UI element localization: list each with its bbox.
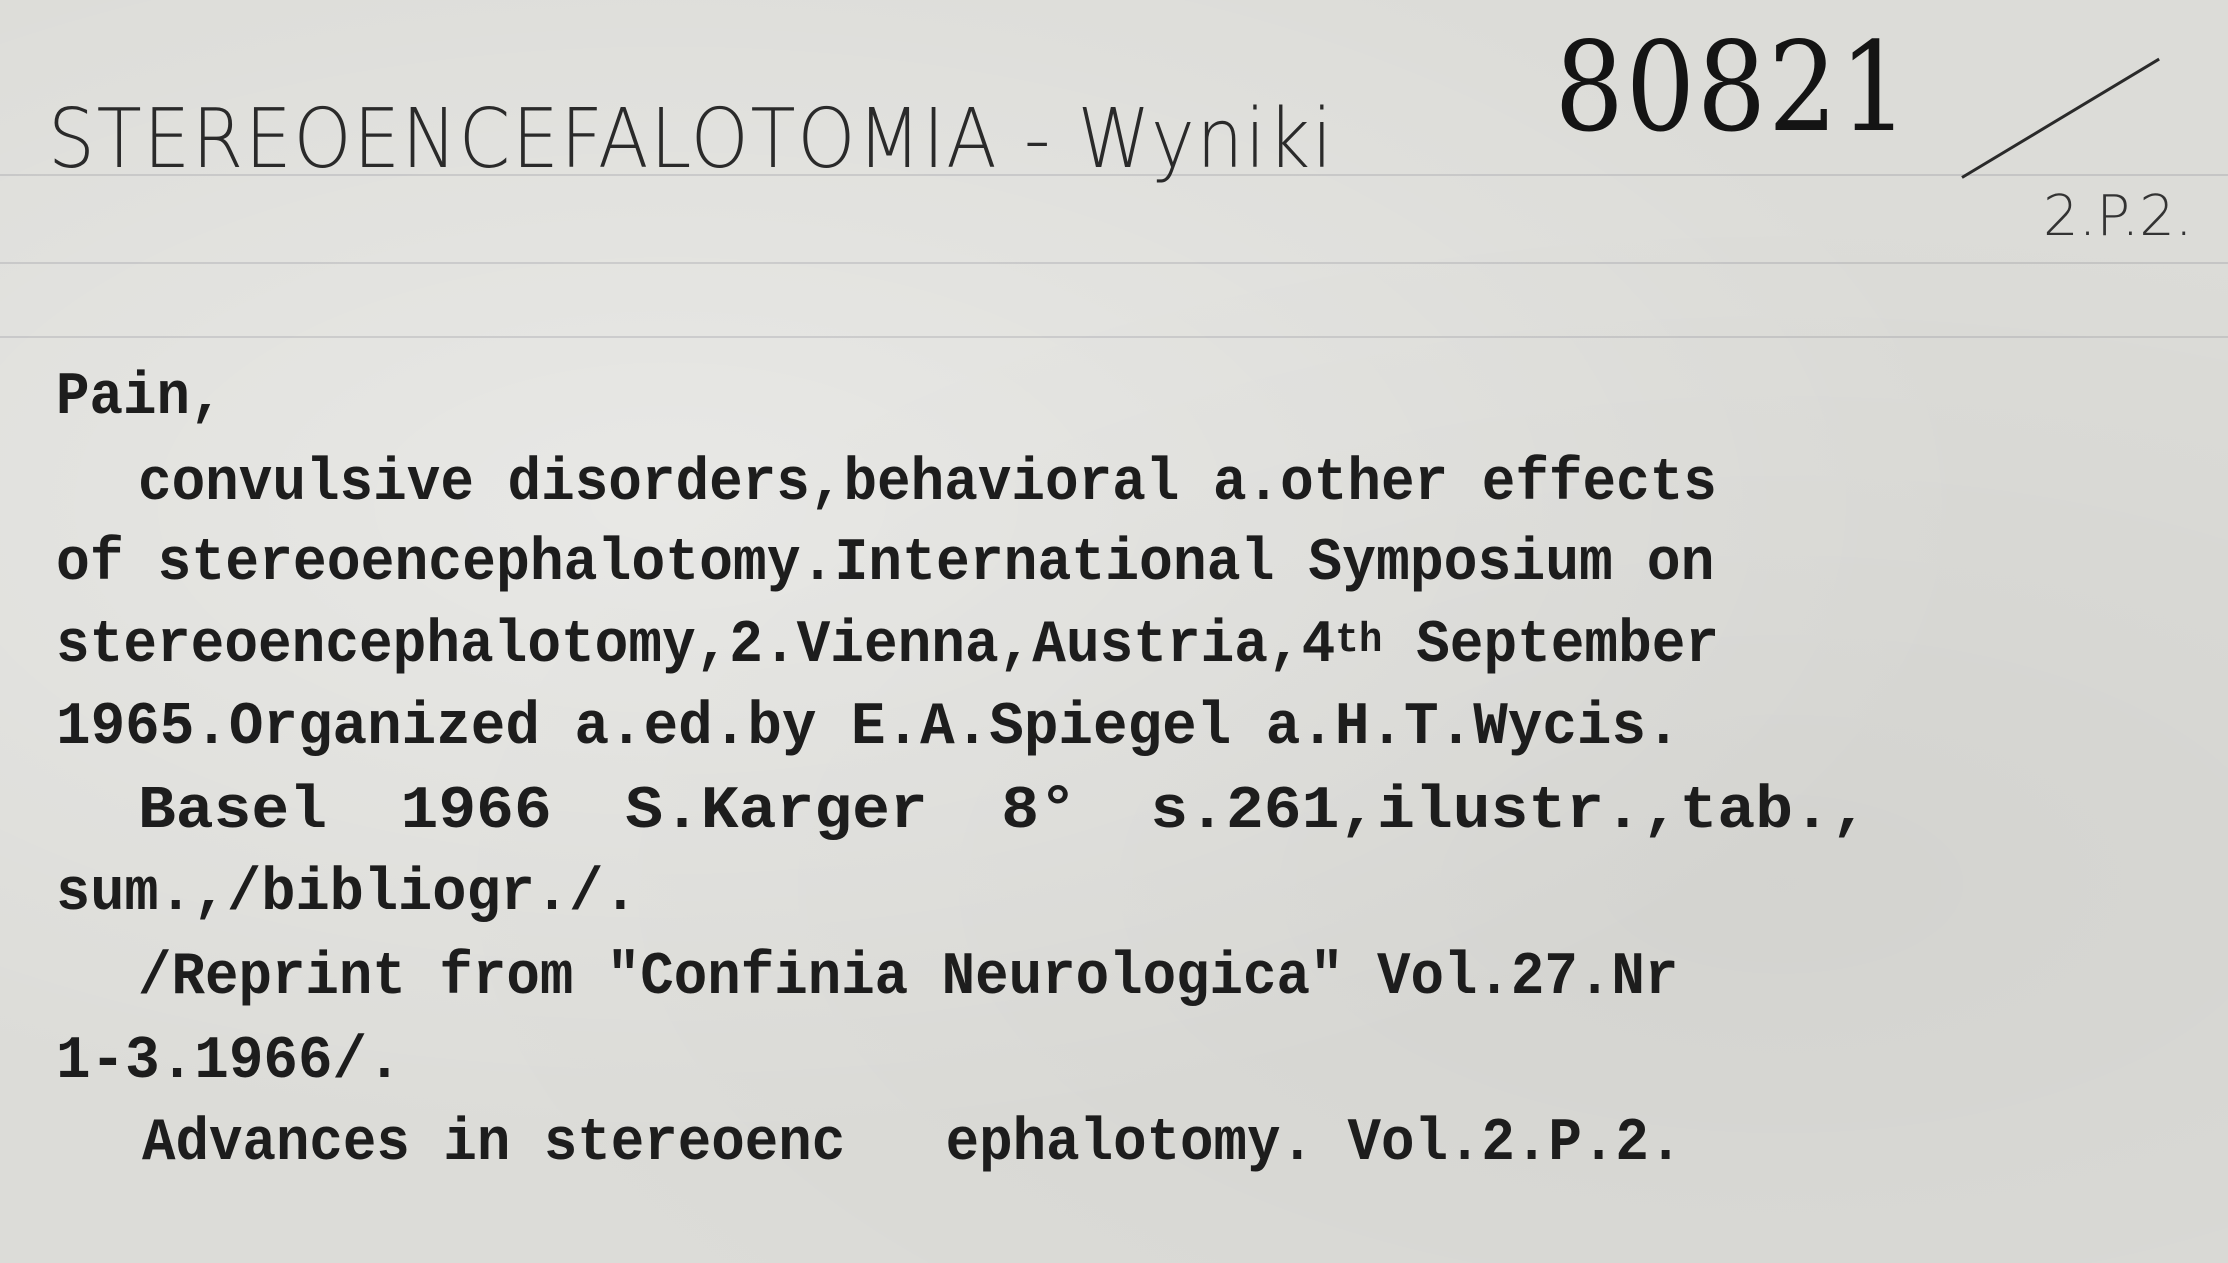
entry-line-3: of stereoencephalotomy.International Symposium on [56, 530, 1715, 598]
entry-line-10: Advances in stereoenc ephalotomy. Vol.2.P.2. [142, 1110, 1683, 1178]
entry-line-4 [56, 612, 1719, 680]
entry-line-8: /Reprint from "Confinia Neurologica" Vol.27.Nr [138, 944, 1679, 1012]
entry-line-4-text: stereoencephalotomy,2.Vienna,Austria,4 [56, 612, 1336, 680]
ordinal-suffix: th [1335, 616, 1383, 664]
ruled-line [0, 262, 2228, 264]
ruled-line [0, 336, 2228, 338]
slash-mark [1961, 58, 2160, 179]
entry-line-7: sum.,/bibliogr./. [56, 860, 638, 928]
entry-line-5: 1965.Organized a.ed.by E.A.Spiegel a.H.T.Wycis. [56, 694, 1681, 762]
entry-line-9: 1-3.1966/. [56, 1028, 402, 1096]
entry-line-4-month: September [1382, 612, 1720, 680]
entry-line-1: Pain, [56, 364, 224, 432]
card-title: STEREOENCEFALOTOMIA - Wyniki [48, 92, 1335, 187]
entry-line-2: convulsive disorders,behavioral a.other effects [138, 450, 1717, 518]
entry-line-6: Basel 1966 S.Karger 8° s.261,ilustr.,tab., [138, 778, 1869, 846]
part-number: 2.P.2. [2043, 184, 2193, 249]
call-number: 80821 [1554, 16, 1910, 160]
